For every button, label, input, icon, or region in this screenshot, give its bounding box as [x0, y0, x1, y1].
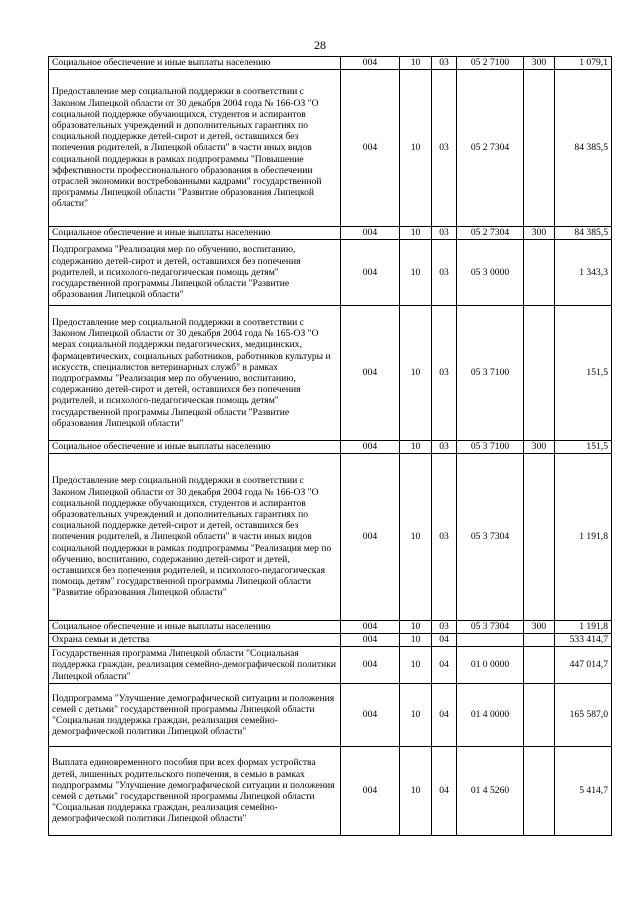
target-article-code: 01 4 0000	[457, 684, 524, 747]
row-name: Подпрограмма "Улучшение демографической ситуации и положения семей с детьми" государственной программы Липецкой области "Социальная поддержка граждан, реализация семейно-демографической политики Липецкой области"	[49, 684, 341, 747]
table-row	[49, 621, 612, 634]
ministry-code: 004	[341, 306, 400, 441]
row-name: Социальное обеспечение и иные выплаты населению	[49, 57, 341, 70]
subsection-code: 03	[432, 70, 457, 227]
subsection-code: 04	[432, 684, 457, 747]
row-name: Предоставление мер социальной поддержки в соответствии с Законом Липецкой области от 30 декабря 2004 года № 166-ОЗ "О социальной поддержке обучающихся, студентов и аспирантов образовательных учреждений и дополнительных гарантиях по социальной поддержке детей-сирот и детей, оставшихся без попечения родителей, в Липецкой области" в части иных видов социальной поддержки в рамках подпрограммы "Повышение эффективности профессионального образования в обеспечении отраслей экономики востребованными кадрами" государственной программы Липецкой области "Развитие образования Липецкой области"	[49, 70, 341, 227]
section-code: 10	[400, 227, 432, 240]
section-code: 10	[400, 441, 432, 454]
target-article-code: 01 4 5260	[457, 747, 524, 836]
row-name: Предоставление мер социальной поддержки в соответствии с Законом Липецкой области от 30 декабря 2004 года № 165-ОЗ "О мерах социальной поддержки педагогических, медицинских, фармацевтических, социальных работников, работников культуры и искусств, специалистов ветеринарных служб" в рамках подпрограммы "Реализация мер по обучению, воспитанию, содержанию детей-сирот и детей, оставшихся без попечения родителей, и психолого-педагогическая помощь детям" государственной программы Липецкой области "Развитие образования Липецкой области"	[49, 306, 341, 441]
ministry-code: 004	[341, 227, 400, 240]
expense-type-code	[524, 306, 555, 441]
subsection-code: 03	[432, 441, 457, 454]
ministry-code: 004	[341, 70, 400, 227]
subsection-code: 03	[432, 621, 457, 634]
row-name: Предоставление мер социальной поддержки в соответствии с Законом Липецкой области от 30 декабря 2004 года № 166-ОЗ "О социальной поддержке обучающихся, студентов и аспирантов образовательных учреждений и дополнительных гарантиях по социальной поддержке детей-сирот и детей, оставшихся без попечения родителей, в Липецкой области" в части иных видов социальной поддержки в рамках подпрограммы "Реализация мер по обучению, воспитанию, содержанию детей-сирот и детей, оставшихся без попечения родителей, и психолого-педагогическая помощь детям" государственной программы Липецкой области "Развитие образования Липецкой области"	[49, 454, 341, 621]
table-row	[49, 240, 612, 306]
section-code: 10	[400, 454, 432, 621]
target-article-code: 05 2 7304	[457, 70, 524, 227]
section-code: 10	[400, 70, 432, 227]
amount: 1 343,3	[555, 240, 612, 306]
table-row	[49, 684, 612, 747]
ministry-code: 004	[341, 747, 400, 836]
target-article-code: 05 3 7100	[457, 306, 524, 441]
subsection-code: 03	[432, 57, 457, 70]
section-code: 10	[400, 240, 432, 306]
table-row	[49, 441, 612, 454]
table-row	[49, 454, 612, 621]
subsection-code: 03	[432, 306, 457, 441]
expense-type-code	[524, 70, 555, 227]
budget-table	[48, 56, 612, 836]
target-article-code: 01 0 0000	[457, 647, 524, 684]
amount: 447 014,7	[555, 647, 612, 684]
expense-type-code	[524, 647, 555, 684]
subsection-code: 03	[432, 240, 457, 306]
amount: 84 385,5	[555, 227, 612, 240]
page-number: 28	[314, 38, 326, 52]
amount: 151,5	[555, 306, 612, 441]
table-row	[49, 647, 612, 684]
subsection-code: 04	[432, 747, 457, 836]
table-row	[49, 227, 612, 240]
section-code: 10	[400, 647, 432, 684]
table-row	[49, 70, 612, 227]
row-name: Государственная программа Липецкой области "Социальная поддержка граждан, реализация семейно-демографической политики Липецкой области"	[49, 647, 341, 684]
section-code: 10	[400, 684, 432, 747]
target-article-code	[457, 634, 524, 647]
target-article-code: 05 2 7100	[457, 57, 524, 70]
section-code: 10	[400, 306, 432, 441]
amount: 151,5	[555, 441, 612, 454]
ministry-code: 004	[341, 57, 400, 70]
amount: 5 414,7	[555, 747, 612, 836]
amount: 84 385,5	[555, 70, 612, 227]
section-code: 10	[400, 621, 432, 634]
expense-type-code	[524, 684, 555, 747]
subsection-code: 03	[432, 227, 457, 240]
target-article-code: 05 3 7100	[457, 441, 524, 454]
expense-type-code	[524, 240, 555, 306]
section-code: 10	[400, 634, 432, 647]
expense-type-code: 300	[524, 441, 555, 454]
ministry-code: 004	[341, 621, 400, 634]
expense-type-code	[524, 454, 555, 621]
table-row	[49, 747, 612, 836]
amount: 1 191,8	[555, 454, 612, 621]
subsection-code: 04	[432, 634, 457, 647]
expense-type-code	[524, 634, 555, 647]
ministry-code: 004	[341, 634, 400, 647]
ministry-code: 004	[341, 647, 400, 684]
target-article-code: 05 2 7304	[457, 227, 524, 240]
amount: 1 191,8	[555, 621, 612, 634]
row-name: Социальное обеспечение и иные выплаты населению	[49, 441, 341, 454]
subsection-code: 04	[432, 647, 457, 684]
row-name: Подпрограмма "Реализация мер по обучению, воспитанию, содержанию детей-сирот и детей, оставшихся без попечения родителей, и психолого-педагогическая помощь детям" государственной программы Липецкой области "Развитие образования Липецкой области"	[49, 240, 341, 306]
ministry-code: 004	[341, 454, 400, 621]
row-name: Выплата единовременного пособия при всех формах устройства детей, лишенных родительского попечения, в семью в рамках подпрограммы "Улучшение демографической ситуации и положения семей с детьми" государственной программы Липецкой области "Социальная поддержка граждан, реализация семейно-демографической политики Липецкой области"	[49, 747, 341, 836]
table-row	[49, 57, 612, 70]
amount: 165 587,0	[555, 684, 612, 747]
section-code: 10	[400, 57, 432, 70]
amount: 533 414,7	[555, 634, 612, 647]
ministry-code: 004	[341, 441, 400, 454]
target-article-code: 05 3 0000	[457, 240, 524, 306]
row-name: Социальное обеспечение и иные выплаты населению	[49, 621, 341, 634]
ministry-code: 004	[341, 684, 400, 747]
target-article-code: 05 3 7304	[457, 454, 524, 621]
subsection-code: 03	[432, 454, 457, 621]
expense-type-code	[524, 747, 555, 836]
expense-type-code: 300	[524, 621, 555, 634]
expense-type-code: 300	[524, 57, 555, 70]
section-code: 10	[400, 747, 432, 836]
row-name: Охрана семьи и детства	[49, 634, 341, 647]
table-row	[49, 306, 612, 441]
table-row	[49, 634, 612, 647]
row-name: Социальное обеспечение и иные выплаты населению	[49, 227, 341, 240]
expense-type-code: 300	[524, 227, 555, 240]
amount: 1 079,1	[555, 57, 612, 70]
ministry-code: 004	[341, 240, 400, 306]
target-article-code: 05 3 7304	[457, 621, 524, 634]
